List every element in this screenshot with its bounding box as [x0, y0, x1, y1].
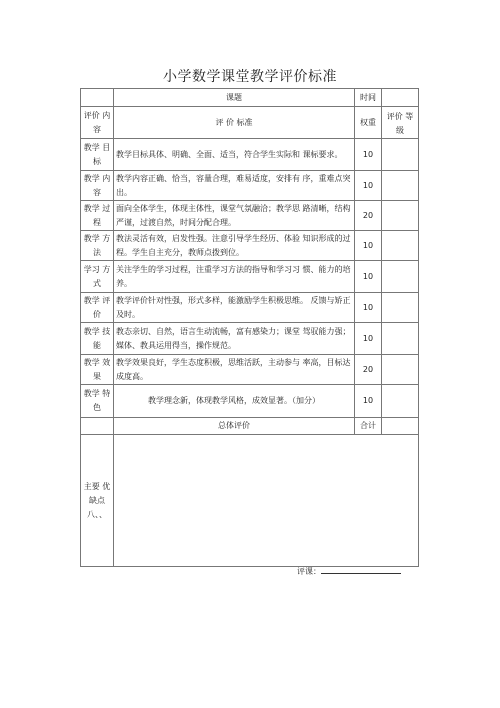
weight-cell: 10: [355, 385, 382, 418]
grade-cell[interactable]: [382, 323, 419, 355]
weight-cell: 10: [355, 293, 382, 323]
table-row: [81, 171, 419, 201]
grade-cell[interactable]: [382, 139, 419, 171]
page-title: 小学数学课堂教学评价标准: [163, 69, 337, 85]
remarks-area[interactable]: [114, 435, 419, 567]
table-row: [81, 293, 419, 323]
summary-row: [81, 418, 419, 435]
topic-label: 课题: [114, 89, 355, 107]
standard-cell: 教学效果良好，学生态度积极，思维活跃，主动参与 率高，目标达成度高。: [114, 355, 355, 385]
item-cell: 教学 效果: [81, 355, 114, 385]
item-cell: 教学 特色: [81, 385, 114, 418]
grade-cell[interactable]: [382, 261, 419, 293]
remarks-label: 主要 优缺点 八、、: [81, 435, 114, 567]
table-row: [81, 231, 419, 261]
standard-cell: 教学评价针对性强，形式多样，能激励学生积极思维。 反馈与矫正及时。: [114, 293, 355, 323]
summary-blank-cell: [81, 418, 114, 435]
weight-cell: 10: [355, 171, 382, 201]
table-row: [81, 139, 419, 171]
header-row-topic: [81, 89, 419, 107]
table-row: [81, 385, 419, 418]
table-row: [81, 355, 419, 385]
remarks-row: [81, 435, 419, 567]
table-row: [81, 201, 419, 231]
item-cell: 教学 评价: [81, 293, 114, 323]
overall-evaluation-label: 总体评价: [114, 418, 355, 435]
standard-cell: 教态亲切、自然，语言生动流畅，富有感染力；课堂 驾驭能力强；媒体、教具运用得当，操作规范。: [114, 323, 355, 355]
evaluation-table: [80, 88, 419, 567]
item-cell: 教学 过程: [81, 201, 114, 231]
weight-cell: 10: [355, 139, 382, 171]
weight-cell: 10: [355, 323, 382, 355]
weight-column-header: 权重: [355, 107, 382, 139]
standard-cell: 教学理念新，体现教学风格，成效显著。（加分）: [114, 385, 355, 418]
standard-cell: 教法灵活有效，启发性强。注意引导学生经历、体验 知识形成的过程。学生自主充分，教师点拨到位。: [114, 231, 355, 261]
table-row: [81, 261, 419, 293]
topic-blank-cell: [81, 89, 114, 107]
time-value-cell[interactable]: [382, 89, 419, 107]
item-cell: 学习 方式: [81, 261, 114, 293]
reviewer-label: 评课：: [297, 567, 321, 576]
grade-cell[interactable]: [382, 355, 419, 385]
item-cell: 教学 技能: [81, 323, 114, 355]
grade-column-header: 评价 等级: [382, 107, 419, 139]
item-cell: 教学 方法: [81, 231, 114, 261]
grade-cell[interactable]: [382, 231, 419, 261]
standard-cell: 教学内容正确、恰当，容量合理，难易适度，安排有 序，重难点突出。: [114, 171, 355, 201]
weight-cell: 10: [355, 231, 382, 261]
weight-cell: 20: [355, 201, 382, 231]
grade-cell[interactable]: [382, 201, 419, 231]
time-label: 时间: [355, 89, 382, 107]
content-column-header: 评价 内容: [81, 107, 114, 139]
standard-cell: 关注学生的学习过程，注重学习方法的指导和学习习 惯、能力的培养。: [114, 261, 355, 293]
item-cell: 教学 目标: [81, 139, 114, 171]
weight-cell: 20: [355, 355, 382, 385]
standard-cell: 面向全体学生，体现主体性，课堂气氛融洽；教学思 路清晰，结构严谨，过渡自然，时间分配合理。: [114, 201, 355, 231]
weight-cell: 10: [355, 261, 382, 293]
grade-cell[interactable]: [382, 293, 419, 323]
reviewer-signature-field[interactable]: [321, 565, 401, 574]
grade-cell[interactable]: [382, 171, 419, 201]
reviewer-line: [297, 565, 401, 577]
item-cell: 教学 内容: [81, 171, 114, 201]
header-row-columns: [81, 107, 419, 139]
standard-column-header: 评 价 标准: [114, 107, 355, 139]
total-value-cell[interactable]: [382, 418, 419, 435]
table-row: [81, 323, 419, 355]
standard-cell: 教学目标具体、明确、全面、适当，符合学生实际和 课标要求。: [114, 139, 355, 171]
grade-cell[interactable]: [382, 385, 419, 418]
total-label: 合计: [355, 418, 382, 435]
